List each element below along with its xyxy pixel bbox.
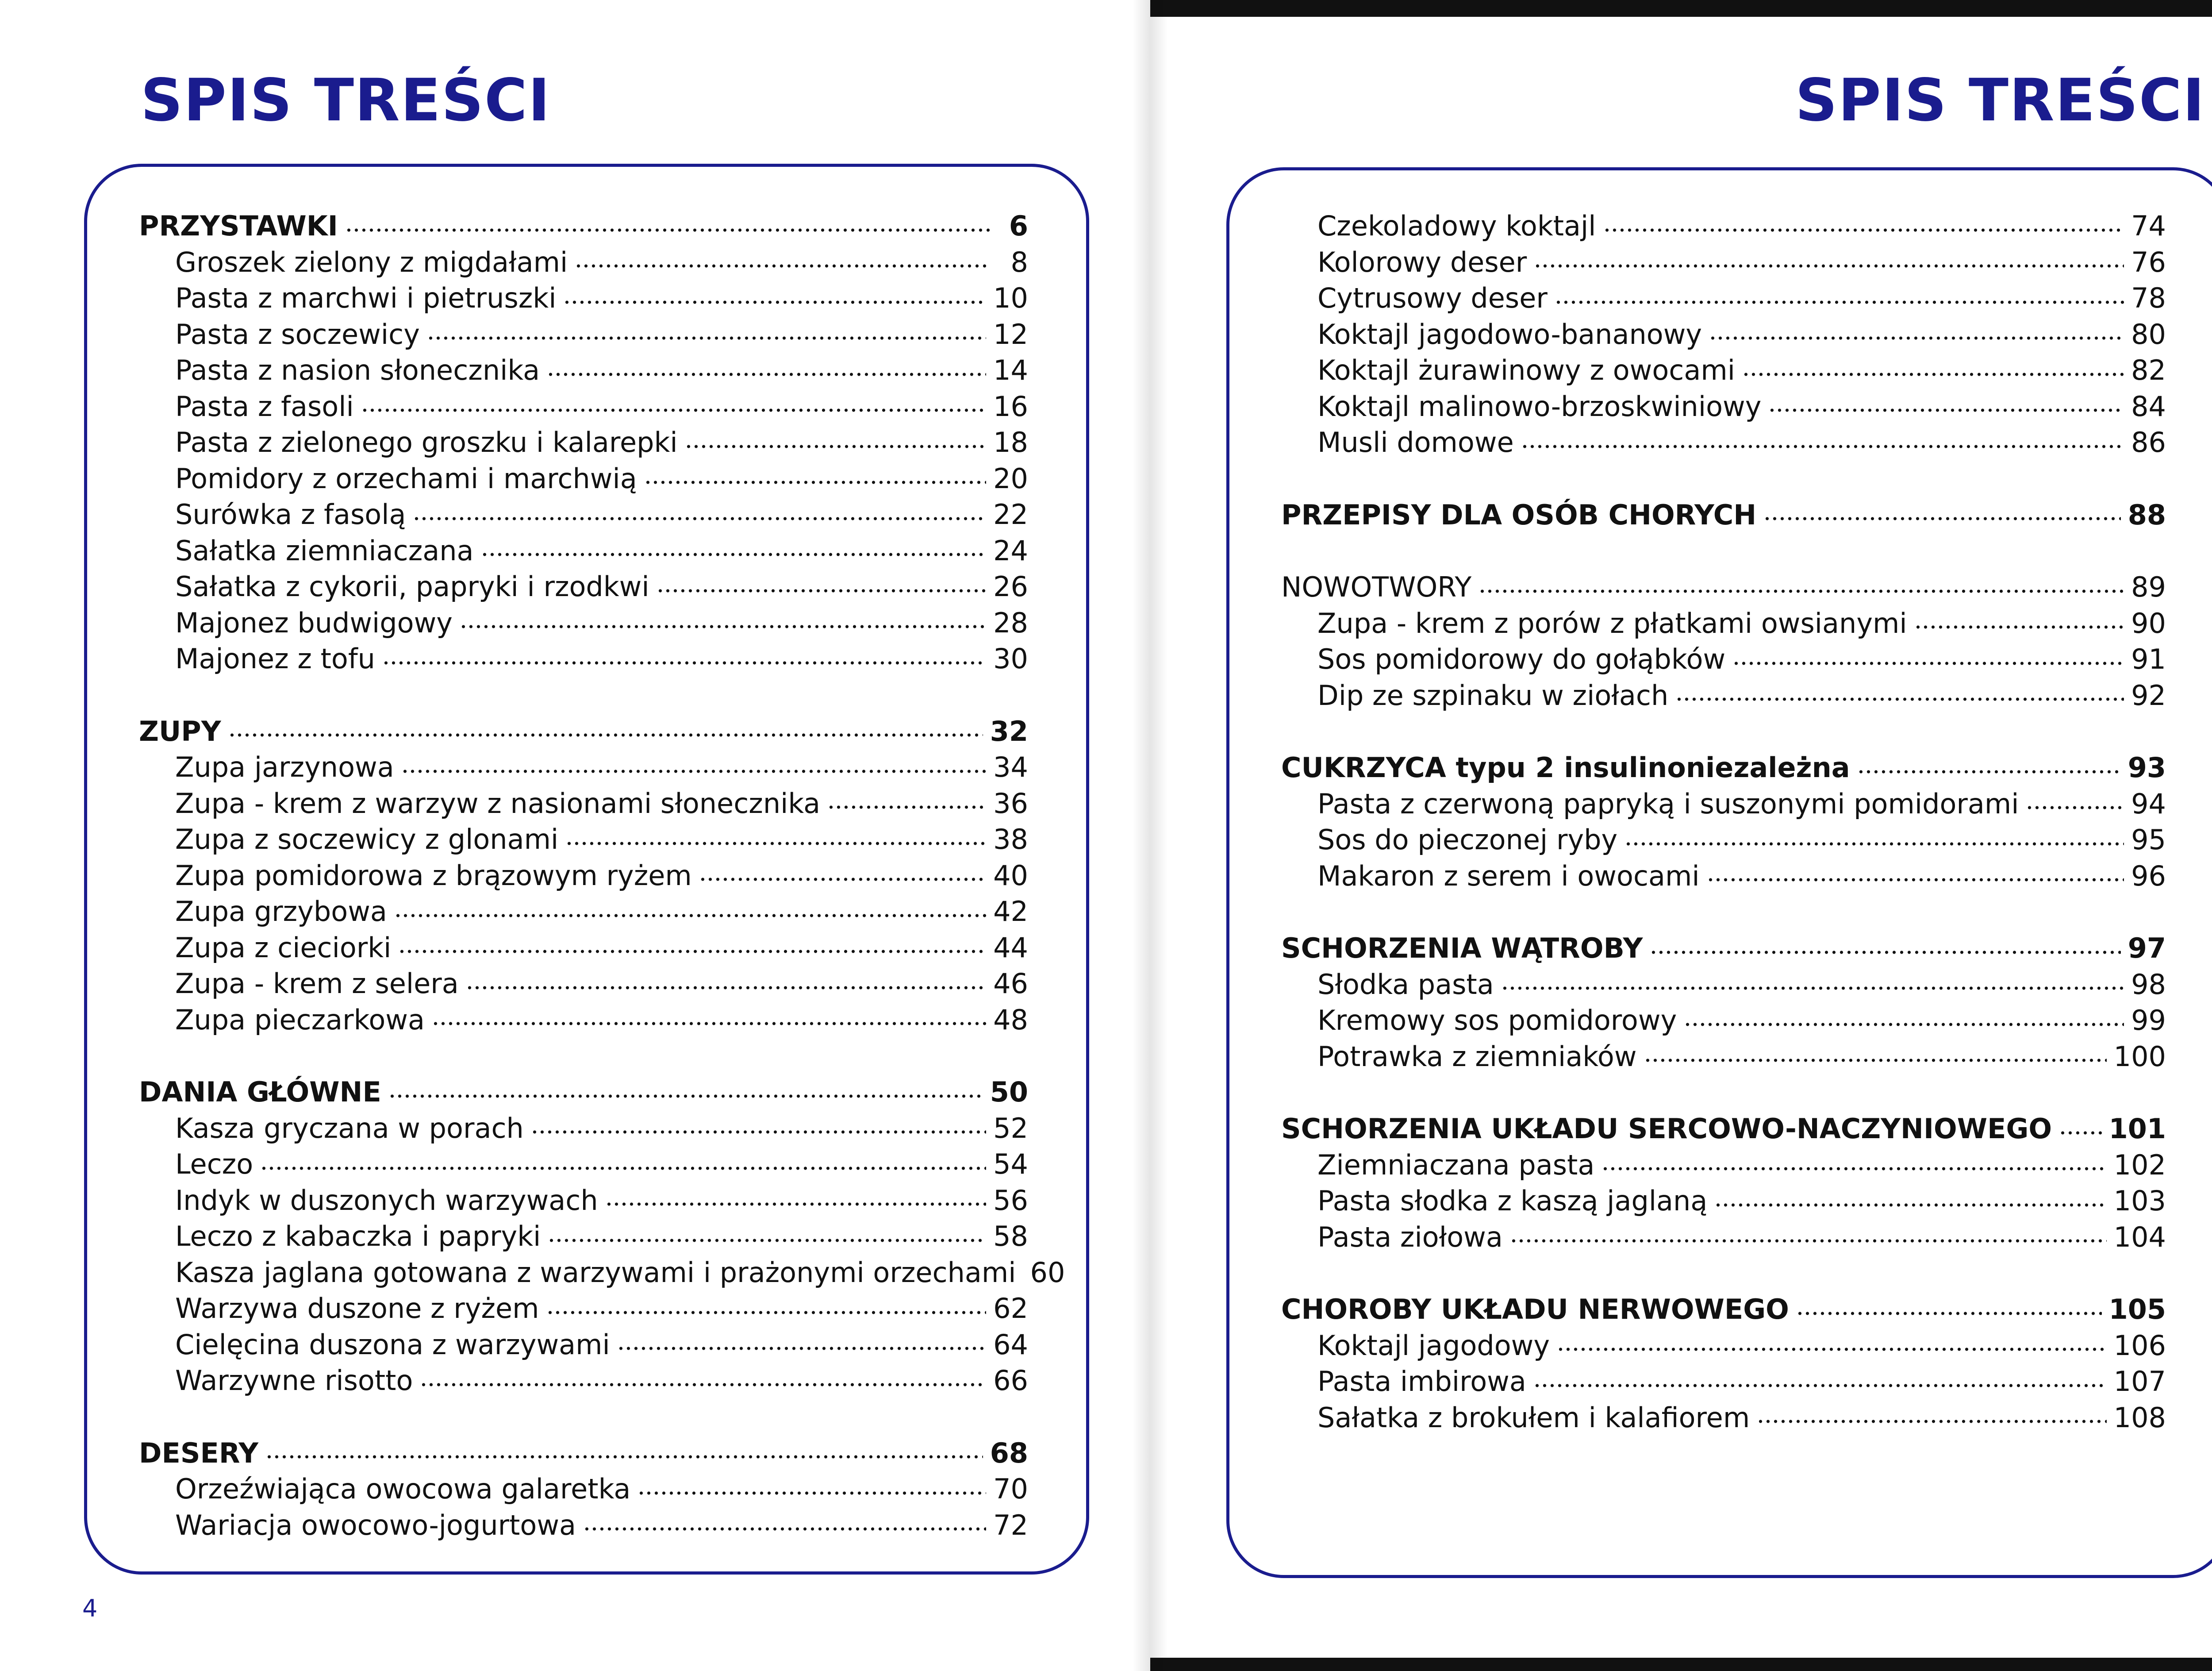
toc-entry-page: 90	[2131, 607, 2166, 639]
dot-leader	[432, 1019, 986, 1028]
toc-list	[139, 208, 1065, 1543]
toc-entry-label: Zupa grzybowa	[175, 895, 387, 928]
toc-list	[1281, 208, 2166, 1436]
dot-leader	[1624, 839, 2124, 848]
dot-leader	[388, 1092, 983, 1101]
toc-entry	[139, 389, 1028, 425]
toc-entry-page: 62	[993, 1292, 1028, 1324]
toc-entry	[139, 1146, 1028, 1182]
toc-entry-label: CHOROBY UKŁADU NERWOWEGO	[1281, 1293, 1789, 1325]
page-number: 4	[82, 1594, 98, 1622]
toc-entry-page: 106	[2113, 1329, 2166, 1362]
dot-leader	[460, 622, 986, 631]
dot-leader	[685, 442, 986, 451]
dot-leader	[1601, 1164, 2106, 1173]
toc-entry-page: 76	[2131, 246, 2166, 278]
toc-entry-page: 32	[990, 715, 1028, 747]
toc-entry-label: Pasta z zielonego groszku i kalarepki	[175, 426, 678, 458]
toc-entry-page: 48	[993, 1003, 1028, 1036]
toc-section-entry	[1281, 930, 2166, 966]
toc-entry-label: Indyk w duszonych warzywach	[175, 1184, 598, 1217]
toc-section-entry	[1281, 1111, 2166, 1147]
toc-entry-page: 14	[993, 354, 1028, 386]
dot-leader	[361, 406, 986, 415]
toc-entry-page: 94	[2131, 787, 2166, 820]
toc-entry	[1281, 208, 2166, 244]
dot-leader	[1533, 1381, 2107, 1390]
dot-leader	[1510, 1236, 2107, 1245]
dot-leader	[547, 370, 986, 379]
dot-leader	[401, 767, 986, 776]
toc-entry	[139, 244, 1028, 281]
toc-entry	[139, 605, 1028, 641]
toc-entry	[139, 533, 1028, 569]
dot-leader	[1914, 623, 2124, 631]
dot-leader	[548, 1236, 986, 1245]
dot-leader	[1763, 514, 2121, 523]
toc-entry-label: Warzywa duszone z ryżem	[175, 1292, 539, 1324]
toc-entry	[139, 1363, 1028, 1399]
toc-entry-label: Sos do pieczonej ryby	[1317, 824, 1618, 856]
dot-leader	[1857, 767, 2121, 776]
toc-entry-page: 64	[993, 1328, 1028, 1361]
toc-entry-label: Pasta słodka z kaszą jaglaną	[1317, 1185, 1708, 1217]
toc-section-entry	[139, 1435, 1028, 1471]
toc-entry	[1281, 1400, 2166, 1436]
toc-entry-page: 104	[2113, 1221, 2166, 1253]
toc-entry-page: 96	[2131, 859, 2166, 892]
toc-entry-label: Koktajl jagodowo-bananowy	[1317, 318, 1702, 350]
toc-entry-label: Zupa - krem z porów z płatkami owsianymi	[1317, 607, 1907, 639]
page-title: SPIS TREŚCI	[141, 66, 551, 135]
dot-leader	[413, 514, 986, 523]
dot-leader	[228, 731, 983, 739]
dot-leader	[575, 262, 990, 270]
toc-entry-page: 82	[2131, 354, 2166, 386]
toc-entry-label: Potrawka z ziemniaków	[1317, 1040, 1637, 1073]
dot-leader	[583, 1525, 986, 1533]
toc-entry-page: 95	[2131, 824, 2166, 856]
toc-section-entry	[1281, 1291, 2166, 1328]
toc-entry-page: 22	[993, 498, 1028, 531]
dot-leader	[1707, 875, 2124, 884]
toc-entry-page: 34	[993, 751, 1028, 783]
dot-leader	[1796, 1309, 2102, 1318]
toc-entry-label: PRZYSTAWKI	[139, 210, 338, 242]
toc-entry-page: 10	[993, 282, 1028, 314]
toc-section-entry	[1281, 750, 2166, 786]
toc-entry-page: 72	[993, 1509, 1028, 1541]
gutter-shadow	[1150, 0, 1168, 1671]
dot-leader	[1684, 1020, 2124, 1029]
toc-entry	[139, 966, 1028, 1002]
toc-entry-label: Dip ze szpinaku w ziołach	[1317, 679, 1669, 712]
toc-entry	[139, 641, 1028, 677]
toc-section-entry	[139, 208, 1028, 244]
toc-entry-label: Koktajl żurawinowy z owocami	[1317, 354, 1735, 386]
toc-entry	[139, 1218, 1028, 1255]
toc-entry	[139, 1255, 1065, 1291]
toc-entry-page: 84	[2131, 390, 2166, 423]
toc-entry	[1281, 1039, 2166, 1075]
toc-entry-label: Leczo z kabaczka i papryki	[175, 1220, 541, 1252]
dot-leader	[546, 1308, 987, 1317]
toc-entry-page: 99	[2131, 1004, 2166, 1036]
toc-entry	[139, 1327, 1028, 1363]
toc-entry	[1281, 641, 2166, 678]
toc-entry-page: 46	[993, 967, 1028, 1000]
gutter-shadow	[1133, 0, 1150, 1671]
toc-entry	[139, 424, 1028, 461]
toc-entry-page: 101	[2108, 1113, 2166, 1145]
toc-entry	[1281, 966, 2166, 1003]
toc-entry-label: ZUPY	[139, 715, 221, 747]
dot-leader	[1644, 1056, 2107, 1065]
toc-entry-page: 16	[993, 390, 1028, 423]
toc-entry-page: 98	[2131, 968, 2166, 1001]
toc-entry-page: 107	[2113, 1365, 2166, 1398]
dot-leader	[382, 658, 986, 667]
toc-entry	[1281, 1183, 2166, 1219]
dot-leader	[394, 911, 986, 920]
dot-leader	[1768, 406, 2124, 415]
toc-entry-page: 12	[993, 318, 1028, 350]
toc-entry	[1281, 352, 2166, 389]
dot-leader	[2026, 803, 2124, 812]
toc-section-entry	[1281, 569, 2166, 605]
dot-leader	[644, 478, 986, 487]
toc-entry	[1281, 1328, 2166, 1364]
toc-entry-label: Zupa z cieciorki	[175, 931, 392, 964]
toc-entry-page: 103	[2113, 1185, 2166, 1217]
toc-entry	[139, 1002, 1028, 1038]
toc-entry	[139, 497, 1028, 533]
toc-entry	[139, 1290, 1028, 1327]
toc-entry	[139, 1471, 1028, 1507]
toc-entry-page: 102	[2113, 1148, 2166, 1181]
toc-entry	[139, 930, 1028, 966]
toc-entry-page: 100	[2113, 1040, 2166, 1073]
toc-entry-label: Pasta imbirowa	[1317, 1365, 1526, 1398]
toc-entry-label: Kasza jaglana gotowana z warzywami i prażonymi orzechami	[175, 1256, 1016, 1289]
toc-entry-label: Sałatka z brokułem i kalafiorem	[1317, 1401, 1750, 1434]
toc-entry-label: Musli domowe	[1317, 426, 1514, 458]
toc-entry-label: Zupa - krem z warzyw z nasionami słonecznika	[175, 787, 821, 820]
dot-leader	[466, 983, 986, 992]
toc-entry-label: Zupa jarzynowa	[175, 751, 394, 783]
toc-entry-label: Pasta ziołowa	[1317, 1221, 1503, 1253]
toc-entry-page: 24	[993, 534, 1028, 567]
toc-entry	[1281, 1002, 2166, 1039]
toc-entry	[1281, 1219, 2166, 1255]
toc-entry-page: 28	[993, 606, 1028, 639]
toc-entry-label: Pasta z marchwi i pietruszki	[175, 282, 557, 314]
toc-entry-page: 26	[993, 570, 1028, 603]
toc-entry-label: Zupa pieczarkowa	[175, 1003, 425, 1036]
toc-entry-label: Pasta z soczewicy	[175, 318, 420, 350]
toc-entry-page: 70	[993, 1473, 1028, 1505]
toc-entry-label: Koktajl jagodowy	[1317, 1329, 1550, 1362]
toc-entry-label: Surówka z fasolą	[175, 498, 406, 531]
dot-leader	[260, 1164, 986, 1173]
dot-leader	[1742, 370, 2124, 379]
dot-leader	[565, 839, 986, 848]
toc-entry-page: 91	[2131, 643, 2166, 675]
page-title: SPIS TREŚCI	[1795, 66, 2205, 135]
toc-entry	[139, 352, 1028, 389]
toc-entry-page: 80	[2131, 318, 2166, 350]
dot-leader	[699, 875, 986, 884]
toc-entry-label: Sos pomidorowy do gołąbków	[1317, 643, 1726, 675]
toc-entry-label: Cytrusowy deser	[1317, 282, 1548, 314]
toc-entry-page: 20	[993, 462, 1028, 495]
toc-entry-label: Kolorowy deser	[1317, 246, 1527, 278]
toc-entry-label: Makaron z serem i owocami	[1317, 859, 1700, 892]
toc-entry-label: Warzywne risotto	[175, 1364, 413, 1397]
toc-entry-page: 6	[1009, 210, 1028, 242]
toc-entry	[139, 785, 1028, 822]
dot-leader	[1650, 948, 2120, 957]
dot-leader	[1557, 1345, 2107, 1354]
toc-entry-page: 86	[2131, 426, 2166, 458]
toc-entry	[1281, 1147, 2166, 1183]
toc-entry-label: Orzeźwiająca owocowa galaretka	[175, 1473, 631, 1505]
toc-entry-label: SCHORZENIA UKŁADU SERCOWO-NACZYNIOWEGO	[1281, 1113, 2052, 1145]
dot-leader	[827, 803, 986, 812]
toc-entry-page: 44	[993, 931, 1028, 964]
toc-entry-label: Majonez z tofu	[175, 643, 375, 675]
toc-entry-label: Koktajl malinowo-brzoskwiniowy	[1317, 390, 1762, 423]
toc-entry	[1281, 678, 2166, 714]
toc-entry-page: 92	[2131, 679, 2166, 712]
toc-entry-page: 56	[993, 1184, 1028, 1217]
toc-entry-label: Zupa pomidorowa z brązowym ryżem	[175, 859, 692, 892]
toc-entry-label: Pasta z nasion słonecznika	[175, 354, 540, 386]
toc-entry-page: 36	[993, 787, 1028, 820]
dot-leader	[1521, 442, 2124, 451]
dot-leader	[1555, 298, 2124, 307]
toc-entry-label: Pomidory z orzechami i marchwią	[175, 462, 637, 495]
toc-entry-label: DESERY	[139, 1436, 259, 1469]
toc-entry	[139, 1507, 1028, 1544]
toc-entry-page: 60	[1030, 1256, 1065, 1289]
toc-entry-page: 89	[2131, 571, 2166, 603]
dot-leader	[531, 1128, 986, 1136]
toc-entry-page: 105	[2108, 1293, 2166, 1325]
toc-entry-label: DANIA GŁÓWNE	[139, 1076, 381, 1108]
dot-leader	[2059, 1128, 2102, 1137]
dot-leader	[427, 334, 986, 343]
toc-entry	[139, 821, 1028, 858]
toc-entry	[139, 280, 1028, 316]
toc-entry-page: 50	[990, 1076, 1028, 1108]
toc-entry	[1281, 786, 2166, 822]
dot-leader	[637, 1489, 986, 1498]
toc-entry-label: Majonez budwigowy	[175, 606, 453, 639]
toc-entry	[139, 316, 1028, 353]
toc-entry	[139, 749, 1028, 785]
toc-entry-page: 68	[990, 1436, 1028, 1469]
toc-entry	[139, 461, 1028, 497]
toc-entry	[1281, 858, 2166, 894]
toc-entry-page: 66	[993, 1364, 1028, 1397]
toc-entry-label: Zupa z soczewicy z glonami	[175, 823, 559, 855]
dot-leader	[1534, 262, 2124, 270]
toc-entry-label: Czekoladowy koktajl	[1317, 210, 1596, 242]
toc-entry	[139, 1110, 1028, 1147]
toc-entry-label: Pasta z czerwoną papryką i suszonymi pomidorami	[1317, 787, 2019, 820]
toc-entry-page: 18	[993, 426, 1028, 458]
toc-entry-label: Ziemniaczana pasta	[1317, 1148, 1595, 1181]
toc-entry-label: Leczo	[175, 1148, 253, 1180]
dot-leader	[481, 550, 987, 559]
toc-entry-label: Zupa - krem z selera	[175, 967, 459, 1000]
dot-leader	[617, 1344, 986, 1353]
toc-entry-page: 38	[993, 823, 1028, 855]
toc-entry	[1281, 605, 2166, 642]
toc-entry-label: Groszek zielony z migdałami	[175, 246, 568, 278]
toc-entry-label: CUKRZYCA typu 2 insulinoniezależna	[1281, 751, 1850, 784]
toc-entry	[139, 893, 1028, 930]
toc-entry-label: Sałatka ziemniaczana	[175, 534, 474, 567]
dot-leader	[1479, 587, 2124, 596]
toc-entry-page: 54	[993, 1148, 1028, 1180]
toc-entry-label: NOWOTWORY	[1281, 571, 1472, 603]
toc-entry	[1281, 822, 2166, 858]
dot-leader	[1603, 226, 2124, 235]
dot-leader	[563, 298, 986, 307]
scan-edge-bottom	[1150, 1658, 2212, 1671]
toc-entry-page: 52	[993, 1112, 1028, 1144]
dot-leader	[1501, 984, 2124, 993]
toc-entry-page: 40	[993, 859, 1028, 892]
toc-section-entry	[139, 1074, 1028, 1110]
toc-entry-label: Cielęcina duszona z warzywami	[175, 1328, 610, 1361]
dot-leader	[1757, 1417, 2106, 1426]
dot-leader	[265, 1452, 983, 1461]
right-page	[1150, 0, 2212, 1671]
dot-leader	[345, 226, 990, 235]
toc-entry	[1281, 280, 2166, 316]
toc-entry-page: 93	[2128, 751, 2166, 784]
toc-entry-page: 42	[993, 895, 1028, 928]
toc-entry	[139, 858, 1028, 894]
toc-entry-page: 78	[2131, 282, 2166, 314]
dot-leader	[1714, 1201, 2106, 1209]
toc-section-entry	[139, 713, 1028, 750]
dot-leader	[605, 1200, 986, 1209]
dot-leader	[657, 586, 986, 595]
toc-entry-label: Sałatka z cykorii, papryki i rzodkwi	[175, 570, 649, 603]
toc-entry	[1281, 389, 2166, 425]
toc-entry	[1281, 1363, 2166, 1400]
toc-entry-label: Słodka pasta	[1317, 968, 1494, 1001]
toc-section-entry	[1281, 497, 2166, 533]
toc-entry	[1281, 424, 2166, 461]
toc-entry-page: 8	[1010, 246, 1028, 278]
toc-entry-label: PRZEPISY DLA OSÓB CHORYCH	[1281, 498, 1757, 531]
toc-entry-label: Kasza gryczana w porach	[175, 1112, 524, 1144]
toc-entry-label: Pasta z fasoli	[175, 390, 354, 423]
toc-entry-label: Kremowy sos pomidorowy	[1317, 1004, 1677, 1036]
toc-entry	[1281, 316, 2166, 353]
toc-entry	[139, 1182, 1028, 1219]
toc-entry	[1281, 244, 2166, 281]
scan-edge-top	[1150, 0, 2212, 17]
toc-entry-page: 97	[2128, 932, 2166, 964]
toc-entry-page: 58	[993, 1220, 1028, 1252]
toc-entry-label: SCHORZENIA WĄTROBY	[1281, 932, 1643, 964]
toc-entry-page: 30	[993, 643, 1028, 675]
toc-entry	[139, 569, 1028, 605]
dot-leader	[398, 947, 986, 956]
dot-leader	[1709, 334, 2124, 343]
toc-entry-label: Wariacja owocowo-jogurtowa	[175, 1509, 576, 1541]
dot-leader	[420, 1380, 986, 1389]
dot-leader	[1675, 695, 2124, 704]
toc-entry-page: 88	[2128, 498, 2166, 531]
toc-entry-page: 108	[2113, 1401, 2166, 1434]
dot-leader	[1732, 659, 2124, 668]
toc-entry-page: 74	[2131, 210, 2166, 242]
